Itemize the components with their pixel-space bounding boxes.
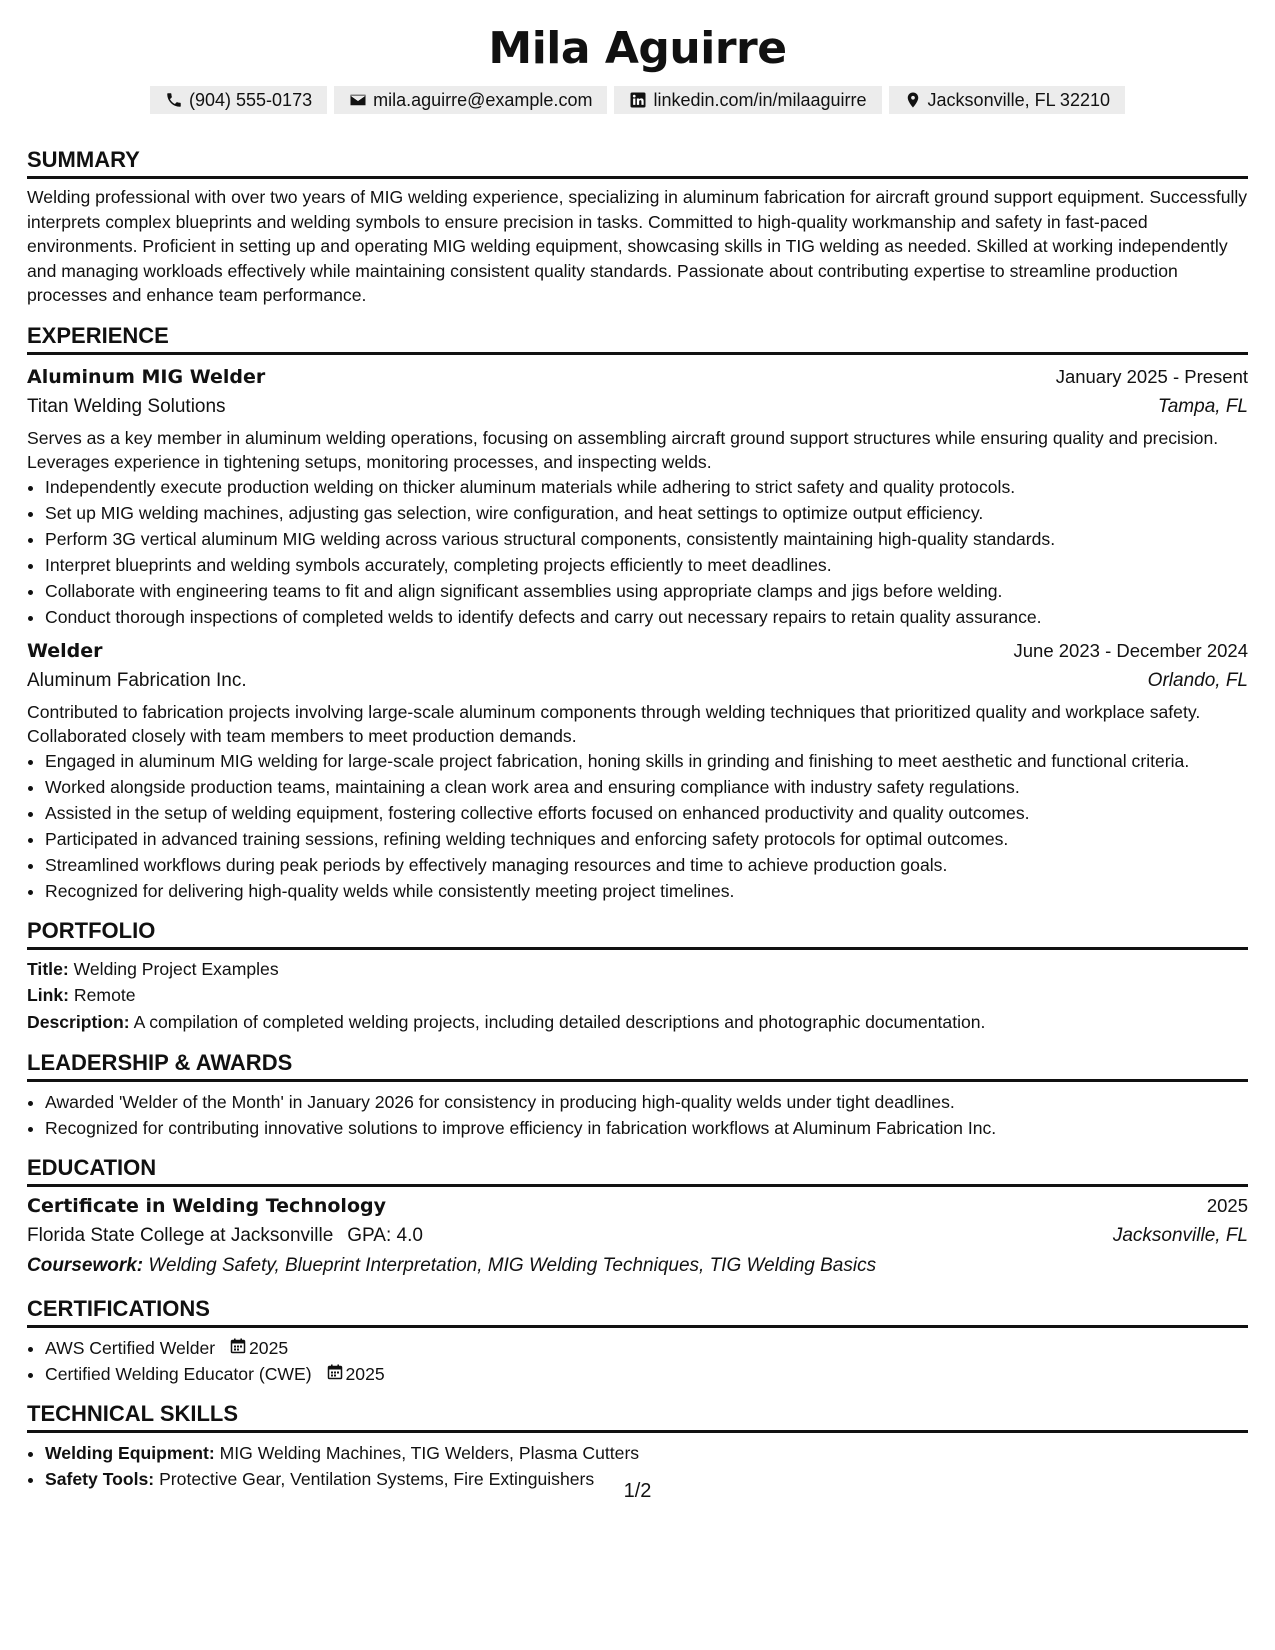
skill-category: Safety Tools: <box>45 1469 155 1489</box>
school-name: Florida State College at Jacksonville <box>27 1225 334 1246</box>
degree-title: Certificate in Welding Technology <box>27 1195 386 1217</box>
leadership-list <box>27 1090 1248 1140</box>
calendar-icon <box>327 1362 343 1386</box>
list-item: • Recognized for delivering high-quality welds while consistently meeting project timelines. <box>45 879 1248 903</box>
certification-year: 2025 <box>345 1364 385 1384</box>
coursework-value: Welding Safety, Blueprint Interpretation, MIG Welding Techniques, TIG Welding Basics <box>148 1255 877 1276</box>
job-entry <box>27 362 1248 629</box>
list-item: • Interpret blueprints and welding symbols accurately, completing projects efficiently to meet deadlines. <box>45 553 1248 577</box>
candidate-name: Mila Aguirre <box>488 23 787 74</box>
summary-heading: SUMMARY <box>27 146 1248 179</box>
certification-name: Certified Welding Educator (CWE) <box>45 1364 312 1384</box>
job-description: Contributed to fabrication projects involving large-scale aluminum components through welding techniques that prioritized quality and workplace safety. Collaborated closely with team members to meet production demands. <box>27 701 1201 746</box>
list-item <box>45 1336 1248 1360</box>
phone-icon <box>165 91 183 109</box>
portfolio-description-value: A compilation of completed welding projects, including detailed descriptions and photographic documentation. <box>133 1011 986 1032</box>
location-text: Jacksonville, FL 32210 <box>927 89 1110 110</box>
certification-date <box>230 1336 288 1360</box>
list-item <box>45 1362 1248 1386</box>
contact-phone[interactable] <box>150 86 327 114</box>
portfolio-title-value: Welding Project Examples <box>73 958 279 979</box>
education-location: Jacksonville, FL <box>1112 1225 1248 1246</box>
email-text: mila.aguirre@example.com <box>373 89 593 110</box>
job-company: Titan Welding Solutions <box>27 395 226 417</box>
coursework-line <box>27 1251 1248 1281</box>
job-location: Tampa, FL <box>1157 395 1248 417</box>
certification-date <box>327 1362 385 1386</box>
experience-heading: EXPERIENCE <box>27 322 1248 355</box>
certifications-section <box>27 1295 1248 1386</box>
job-title: Welder <box>27 639 103 662</box>
portfolio-link-value[interactable]: Remote <box>73 985 136 1005</box>
calendar-icon <box>230 1336 246 1360</box>
list-item: • Streamlined workflows during peak periods by effectively managing resources and time to achieve production goals. <box>45 853 1248 877</box>
experience-section <box>27 322 1248 903</box>
linkedin-icon <box>629 91 647 109</box>
job-dates: January 2025 - Present <box>1055 365 1248 387</box>
list-item: • Independently execute production welding on thicker aluminum materials while adhering to strict safety and quality protocols. <box>45 475 1248 499</box>
job-description: Serves as a key member in aluminum welding operations, focusing on assembling aircraft ground support structures while ensuring quality and precision. Leverages experience in tightening setups, monitoring processes, and inspecting welds. <box>27 427 1219 472</box>
coursework-label: Coursework: <box>27 1255 144 1276</box>
list-item: • Participated in advanced training sessions, refining welding techniques and enforcing safety protocols for optimal outcomes. <box>45 827 1248 851</box>
contact-email[interactable] <box>334 86 607 114</box>
job-company: Aluminum Fabrication Inc. <box>27 669 247 691</box>
list-item: • Collaborate with engineering teams to fit and align significant assemblies using appropriate clamps and jigs before welding. <box>45 579 1248 603</box>
list-item: • Conduct thorough inspections of completed welds to identify defects and carry out necessary repairs to retain quality assurance. <box>45 605 1248 629</box>
job-dates: June 2023 - December 2024 <box>1013 639 1248 661</box>
list-item: • Engaged in aluminum MIG welding for large-scale project fabrication, honing skills in grinding and finishing to meet aesthetic and functional criteria. <box>45 749 1248 773</box>
portfolio-link-label: Link: <box>27 985 70 1005</box>
list-item: • Awarded 'Welder of the Month' in January 2026 for consistency in producing high-quality welds under tight deadlines. <box>45 1090 1248 1114</box>
portfolio-section <box>27 917 1248 1036</box>
job-entry <box>27 636 1248 903</box>
job-bullets <box>27 475 1248 629</box>
skill-values: MIG Welding Machines, TIG Welders, Plasma Cutters <box>219 1443 640 1463</box>
summary-section <box>27 146 1248 308</box>
job-bullets <box>27 749 1248 903</box>
certifications-heading: CERTIFICATIONS <box>27 1295 1248 1328</box>
page-number: 1/2 <box>623 1480 652 1502</box>
school-line <box>27 1221 423 1251</box>
certifications-list <box>27 1336 1248 1386</box>
portfolio-title-label: Title: <box>27 958 69 979</box>
contact-linkedin[interactable] <box>614 86 881 114</box>
portfolio-link-line <box>27 982 1248 1009</box>
portfolio-description-label: Description: <box>27 1011 130 1032</box>
portfolio-heading: PORTFOLIO <box>27 917 1248 950</box>
email-icon <box>349 91 367 109</box>
list-item: • Perform 3G vertical aluminum MIG welding across various structural components, consistently maintaining high-quality standards. <box>45 527 1248 551</box>
list-item: • Recognized for contributing innovative solutions to improve efficiency in fabrication workflows at Aluminum Fabrication Inc. <box>45 1116 1248 1140</box>
list-item: • Assisted in the setup of welding equipment, fostering collective efforts focused on enhanced productivity and quality outcomes. <box>45 801 1248 825</box>
phone-text: (904) 555-0173 <box>189 89 313 110</box>
list-item: • Worked alongside production teams, maintaining a clean work area and ensuring compliance with industry safety regulations. <box>45 775 1248 799</box>
job-title: Aluminum MIG Welder <box>27 365 266 388</box>
gpa: GPA: 4.0 <box>347 1225 423 1246</box>
map-pin-icon <box>904 91 922 109</box>
leadership-heading: LEADERSHIP & AWARDS <box>27 1049 1248 1082</box>
list-item <box>45 1441 1248 1465</box>
skills-section <box>27 1400 1248 1491</box>
education-year: 2025 <box>1206 1195 1248 1216</box>
education-section <box>27 1154 1248 1281</box>
certification-year: 2025 <box>249 1338 289 1358</box>
list-item: • Set up MIG welding machines, adjusting gas selection, wire configuration, and heat settings to optimize output efficiency. <box>45 501 1248 525</box>
skill-values: Protective Gear, Ventilation Systems, Fire Extinguishers <box>159 1469 595 1489</box>
skills-heading: TECHNICAL SKILLS <box>27 1400 1248 1433</box>
job-location: Orlando, FL <box>1147 669 1248 691</box>
contact-location <box>889 86 1125 114</box>
portfolio-title-line <box>27 956 1248 983</box>
linkedin-text: linkedin.com/in/milaaguirre <box>653 89 867 110</box>
leadership-section <box>27 1049 1248 1140</box>
summary-text: Welding professional with over two years of MIG welding experience, specializing in aluminum fabrication for aircraft ground support equipment. Successfully interprets complex blueprints and welding symbols to ensure precision in tasks. Committed to high-quality workmanship and safety in fast-paced environments. Proficient in setting up and operating MIG welding equipment, showcasing skills in TIG welding as needed. Skilled at working independently and managing workloads effectively while maintaining consistent quality standards. Passionate about contributing expertise to streamline production processes and enhance team performance. <box>27 187 1248 305</box>
portfolio-description-line <box>27 1009 1248 1036</box>
certification-name: AWS Certified Welder <box>45 1338 216 1358</box>
education-heading: EDUCATION <box>27 1154 1248 1187</box>
contact-bar <box>27 86 1248 114</box>
skill-category: Welding Equipment: <box>45 1443 215 1463</box>
